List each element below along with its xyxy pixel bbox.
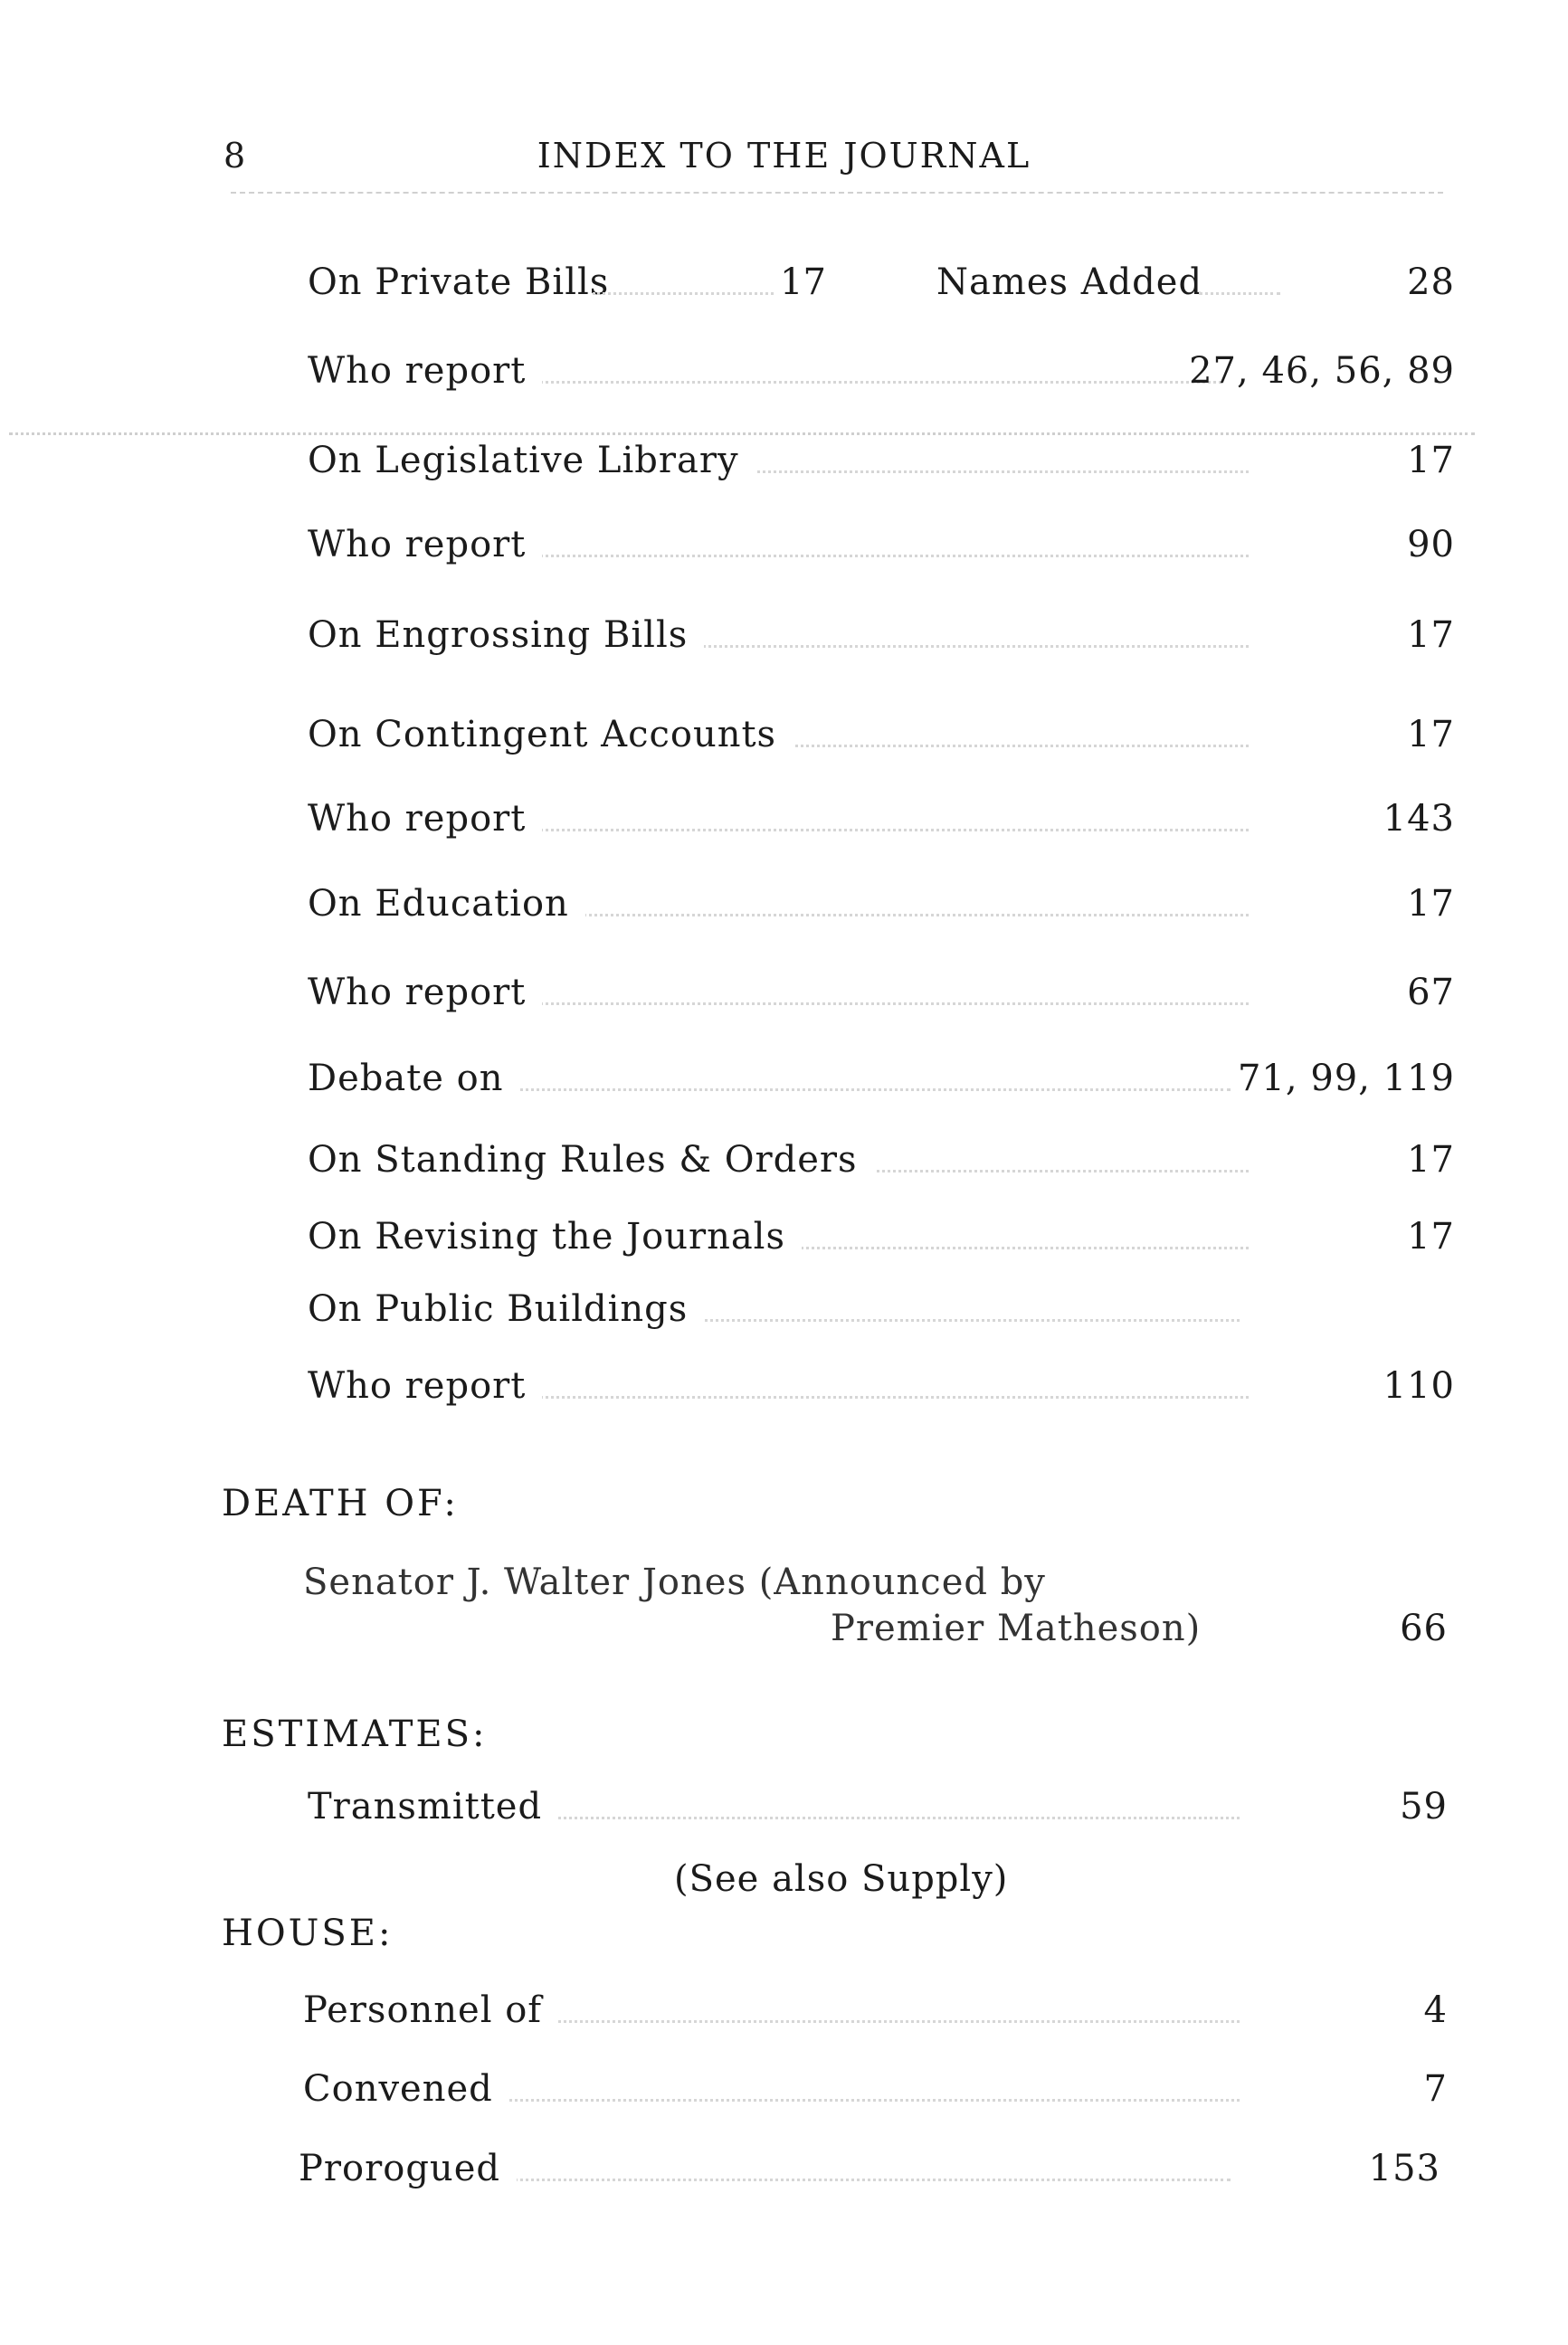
entry-label: On Private Bills bbox=[308, 258, 625, 307]
entry-pages: 59 bbox=[1400, 1786, 1448, 1828]
index-entry-contingent-report bbox=[0, 794, 1568, 843]
entry-pages: 17 bbox=[1407, 614, 1455, 656]
section-heading-death-of: DEATH OF: bbox=[222, 1483, 459, 1524]
names-added-page: 28 bbox=[1407, 261, 1455, 303]
entry-label: Who report bbox=[308, 1362, 542, 1410]
index-entry-legislative-library bbox=[0, 436, 1568, 485]
index-entry-public-buildings-report bbox=[0, 1362, 1568, 1410]
index-entry-private-bills bbox=[0, 258, 1568, 307]
index-entry-education-report bbox=[0, 968, 1568, 1017]
entry-pages: 7 bbox=[1423, 2068, 1448, 2110]
index-entry-library-report bbox=[0, 520, 1568, 569]
page-number: 8 bbox=[223, 136, 246, 176]
see-also-note: (See also Supply) bbox=[674, 1858, 1009, 1900]
index-entry-standing-rules bbox=[0, 1135, 1568, 1184]
entry-label: On Contingent Accounts bbox=[308, 710, 793, 759]
entry-label: On Legislative Library bbox=[308, 436, 755, 485]
entry-pages: 17 bbox=[1407, 714, 1455, 755]
entry-label: On Public Buildings bbox=[308, 1285, 704, 1334]
dot-leader bbox=[593, 292, 774, 295]
index-entry-convened bbox=[0, 2065, 1568, 2113]
index-entry-prorogued bbox=[0, 2144, 1568, 2193]
separator-dots bbox=[9, 432, 1475, 435]
index-entry-contingent-accounts bbox=[0, 710, 1568, 759]
header-rule bbox=[231, 192, 1443, 194]
entry-pages: 17 bbox=[1407, 440, 1455, 481]
index-entry-public-buildings bbox=[0, 1285, 1568, 1334]
index-entry-personnel bbox=[0, 1986, 1568, 2035]
entry-pages: 66 bbox=[1400, 1608, 1448, 1649]
index-entry-revising-journals bbox=[0, 1212, 1568, 1261]
entry-pages: 90 bbox=[1407, 524, 1455, 565]
index-entry-engrossing-bills bbox=[0, 611, 1568, 660]
entry-label: Convened bbox=[303, 2065, 509, 2113]
entry-pages: 17 bbox=[1407, 883, 1455, 925]
entry-pages: 110 bbox=[1383, 1365, 1455, 1407]
entry-pages: 71, 99, 119 bbox=[1237, 1058, 1455, 1099]
entry-pages: 17 bbox=[1407, 1216, 1455, 1258]
index-entry-education bbox=[0, 879, 1568, 928]
entry-label: Who report bbox=[308, 794, 542, 843]
entry-page: 17 bbox=[780, 261, 826, 303]
entry-pages: 143 bbox=[1383, 798, 1455, 840]
entry-pages: 27, 46, 56, 89 bbox=[1189, 350, 1455, 392]
death-entry-line2: Premier Matheson) bbox=[831, 1608, 1202, 1649]
entry-pages: 4 bbox=[1423, 1989, 1448, 2031]
index-entry-education-debate bbox=[0, 1054, 1568, 1103]
entry-pages: 17 bbox=[1407, 1139, 1455, 1181]
death-entry-line1: Senator J. Walter Jones (Announced by bbox=[303, 1562, 1046, 1603]
section-heading-house: HOUSE: bbox=[222, 1913, 394, 1954]
entry-label: Who report bbox=[308, 520, 542, 569]
entry-pages: 67 bbox=[1407, 972, 1455, 1013]
entry-label: Prorogued bbox=[299, 2144, 517, 2193]
running-title: INDEX TO THE JOURNAL bbox=[537, 136, 1031, 176]
section-heading-estimates: ESTIMATES: bbox=[222, 1714, 488, 1755]
names-added-label: Names Added bbox=[936, 261, 1203, 303]
entry-label: Debate on bbox=[308, 1054, 520, 1103]
entry-label: On Education bbox=[308, 879, 585, 928]
index-entry-transmitted bbox=[0, 1782, 1568, 1831]
entry-label: Transmitted bbox=[308, 1782, 558, 1831]
entry-pages: 153 bbox=[1368, 2148, 1440, 2189]
entry-label: On Standing Rules & Orders bbox=[308, 1135, 874, 1184]
entry-label: On Engrossing Bills bbox=[308, 611, 704, 660]
entry-label: Who report bbox=[308, 347, 542, 395]
index-entry-private-bills-report bbox=[0, 347, 1568, 395]
death-entry-pages-row bbox=[0, 1604, 1568, 1653]
entry-label: Who report bbox=[308, 968, 542, 1017]
entry-label: On Revising the Journals bbox=[308, 1212, 802, 1261]
entry-label: Personnel of bbox=[303, 1986, 558, 2035]
